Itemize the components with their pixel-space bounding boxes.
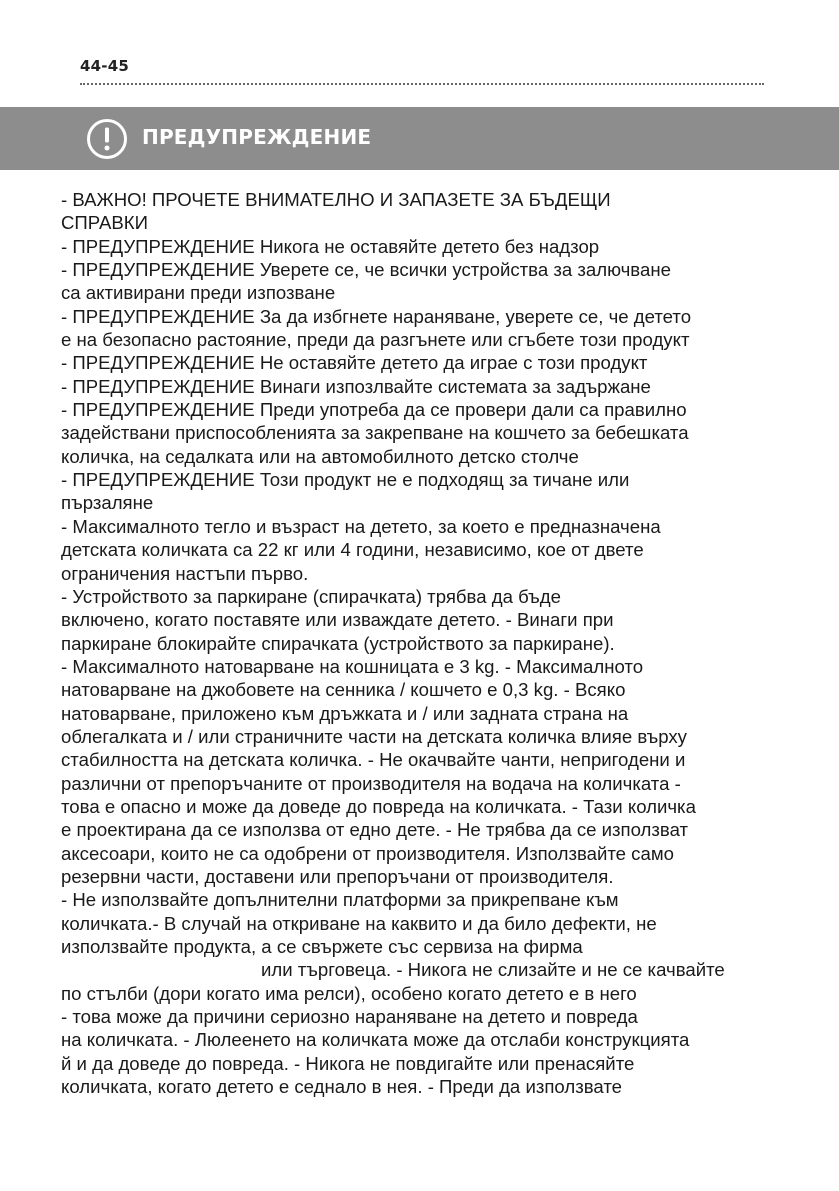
body-text-line: ограничения настъпи първо.: [61, 562, 309, 584]
body-text-line: - Максималното натоварване на кошницата е 3 kg. - Максималното: [61, 655, 644, 677]
body-text-line: количката.- В случай на откриване на каквито и да било дефекти, не: [61, 912, 657, 934]
warning-title: ПРЕДУПРЕЖДЕНИЕ: [142, 125, 372, 149]
body-text-line: различни от препоръчаните от производителя на водача на количката -: [61, 772, 681, 794]
body-text-line: - ПРЕДУПРЕЖДЕНИЕ Винаги изпозлвайте системата за задържане: [61, 375, 651, 397]
body-text-line: [61, 958, 801, 981]
body-text-fragment: или търговеца. - Никога не слизайте и не се качвайте: [261, 959, 725, 981]
body-text-line: - ПРЕДУПРЕЖДЕНИЕ Никога не оставяйте детето без надзор: [61, 235, 600, 257]
body-text-line: - ВАЖНО! ПРОЧЕТЕ ВНИМАТЕЛНО И ЗАПАЗЕТЕ ЗА БЪДЕЩИ: [61, 189, 611, 210]
body-text-line: натоварване, приложено към дръжката и / или задната страна на: [61, 702, 629, 724]
body-text-line: натоварване на джобовете на сенника / кошчето е 0,3 kg. - Всяко: [61, 679, 626, 701]
body-text-line: количка, на седалката или на автомобилното детско столче: [61, 445, 579, 467]
body-text-line: - Устройството за паркиране (спирачката) трябва да бъде: [61, 585, 561, 607]
body-text-line: - ПРЕДУПРЕЖДЕНИЕ Този продукт не е подходящ за тичане или: [61, 469, 630, 491]
body-text-line: - Максималното тегло и възраст на детето, за което е предназначена: [61, 515, 661, 537]
body-text-line: е проектирана да се използва от едно дете. - Не трябва да се използват: [61, 819, 689, 841]
body-text-line: СПРАВКИ: [61, 212, 148, 234]
body-text-line: - ПРЕДУПРЕЖДЕНИЕ Преди употреба да се провери дали са правилно: [61, 399, 687, 421]
body-text-line: стабилността на детската количка. - Не окачвайте чанти, непригодени и: [61, 749, 686, 771]
body-text-line: по стълби (дори когато има релси), особено когато детето е в него: [61, 982, 637, 1004]
body-text-line: - ПРЕДУПРЕЖДЕНИЕ Не оставяйте детето да играе с този продукт: [61, 352, 648, 374]
body-text-line: използвайте продукта, а се свържете със сервиза на фирма: [61, 936, 583, 957]
body-text-line: аксесоари, които не са одобрени от производителя. Използвайте само: [61, 842, 674, 864]
body-text-line: й и да доведе до повреда. - Никога не повдигайте или пренасяйте: [61, 1052, 635, 1074]
body-text-line: детската количката са 22 кг или 4 години, независимо, кое от двете: [61, 539, 644, 561]
body-text-line: включено, когато поставяте или изваждате детето. - Винаги при: [61, 609, 614, 631]
body-text-line: пързаляне: [61, 492, 154, 514]
body-text-line: резервни части, доставени или препоръчани от производителя.: [61, 865, 614, 887]
body-text-line: - ПРЕДУПРЕЖДЕНИЕ За да избгнете нараняване, уверете се, че детето: [61, 305, 692, 327]
page-number: 44-45: [80, 57, 129, 75]
exclamation-circle-icon: [86, 118, 128, 160]
warning-body-text: [61, 188, 801, 1098]
body-text-line: - това може да причини сериозно нараняване на детето и повреда: [61, 1006, 638, 1028]
body-text-line: - ПРЕДУПРЕЖДЕНИЕ Уверете се, че всички устройства за залючване: [61, 259, 671, 281]
body-text-line: това е опасно и може да доведе до повреда на количката. - Тази количка: [61, 795, 696, 817]
body-text-line: на количката. - Люлеенето на количката може да отслаби конструкцията: [61, 1029, 690, 1051]
body-text-line: задействани приспособленията за закрепване на кошчето за бебешката: [61, 422, 689, 444]
body-text-line: са активирани преди изпозване: [61, 282, 336, 304]
body-text-line: е на безопасно растояние, преди да разгънете или сгъбете този продукт: [61, 329, 690, 351]
body-text-line: - Не използвайте допълнителни платформи за прикрепване към: [61, 889, 619, 911]
body-text-line: облегалката и / или страничните части на детската количка влияе върху: [61, 725, 687, 747]
body-text-line: паркиране блокирайте спирачката (устройството за паркиране).: [61, 632, 615, 654]
dotted-divider: [80, 83, 764, 85]
body-text-line: количката, когато детето е седнало в нея. - Преди да използвате: [61, 1076, 622, 1098]
